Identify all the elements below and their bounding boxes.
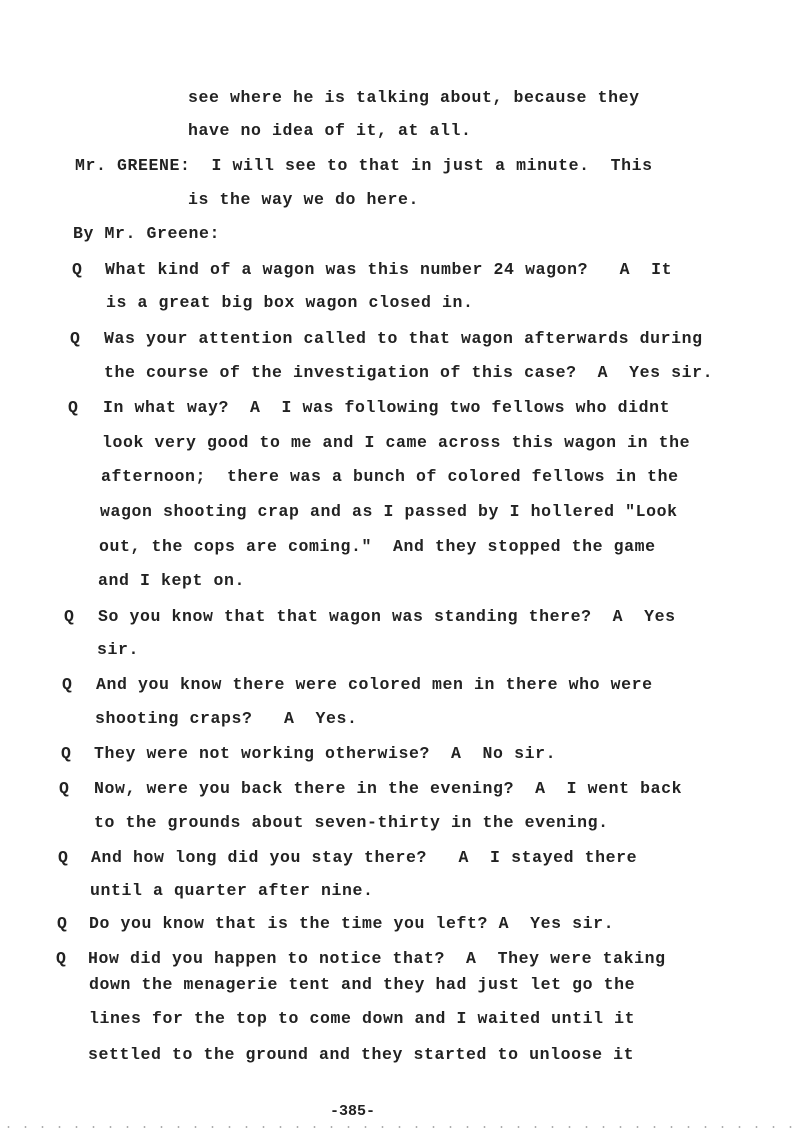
question-marker: Q bbox=[58, 848, 68, 867]
answer-line: out, the cops are coming." And they stopped the game bbox=[99, 537, 656, 556]
transcript-line: is the way we do here. bbox=[188, 190, 420, 209]
question-marker: Q bbox=[62, 675, 72, 694]
answer-line: down the menagerie tent and they had just let go the bbox=[89, 975, 636, 994]
page-number: -385- bbox=[329, 1103, 375, 1120]
answer-line: sir. bbox=[97, 640, 140, 659]
question-line: Do you know that is the time you left? A Yes sir. bbox=[89, 914, 615, 933]
scan-edge-specks bbox=[0, 1126, 800, 1128]
answer-line: until a quarter after nine. bbox=[90, 881, 374, 900]
question-marker: Q bbox=[64, 607, 74, 626]
answer-line: to the grounds about seven-thirty in the evening. bbox=[94, 813, 609, 832]
question-line: How did you happen to notice that? A They were taking bbox=[88, 949, 666, 968]
transcript-line: have no idea of it, at all. bbox=[188, 121, 472, 140]
question-line: They were not working otherwise? A No sir. bbox=[94, 744, 557, 763]
question-marker: Q bbox=[70, 329, 80, 348]
transcript-line: see where he is talking about, because they bbox=[188, 88, 640, 107]
answer-line: is a great big box wagon closed in. bbox=[106, 293, 474, 312]
question-line: Was your attention called to that wagon afterwards during bbox=[104, 329, 703, 348]
answer-line: lines for the top to come down and I waited until it bbox=[89, 1009, 636, 1028]
answer-line: and I kept on. bbox=[98, 571, 246, 590]
question-marker: Q bbox=[59, 779, 69, 798]
answer-line: afternoon; there was a bunch of colored fellows in the bbox=[101, 467, 679, 486]
answer-line: look very good to me and I came across this wagon in the bbox=[102, 433, 691, 452]
question-line: What kind of a wagon was this number 24 wagon? A It bbox=[105, 260, 673, 279]
question-line: So you know that that wagon was standing there? A Yes bbox=[98, 607, 676, 626]
answer-line: shooting craps? A Yes. bbox=[95, 709, 358, 728]
question-marker: Q bbox=[57, 914, 67, 933]
question-marker: Q bbox=[72, 260, 82, 279]
examination-heading: By Mr. Greene: bbox=[73, 224, 221, 243]
speaker-line-mr-greene: Mr. GREENE: I will see to that in just a minute. This bbox=[75, 156, 653, 175]
question-line: Now, were you back there in the evening? A I went back bbox=[94, 779, 683, 798]
question-line: And how long did you stay there? A I stayed there bbox=[91, 848, 638, 867]
answer-line: wagon shooting crap and as I passed by I hollered "Look bbox=[100, 502, 678, 521]
answer-line: the course of the investigation of this case? A Yes sir. bbox=[104, 363, 714, 382]
answer-line: settled to the ground and they started to unloose it bbox=[88, 1045, 635, 1064]
question-marker: Q bbox=[56, 949, 66, 968]
question-marker: Q bbox=[68, 398, 78, 417]
question-line: In what way? A I was following two fellows who didnt bbox=[103, 398, 671, 417]
question-line: And you know there were colored men in there who were bbox=[96, 675, 653, 694]
question-marker: Q bbox=[61, 744, 71, 763]
